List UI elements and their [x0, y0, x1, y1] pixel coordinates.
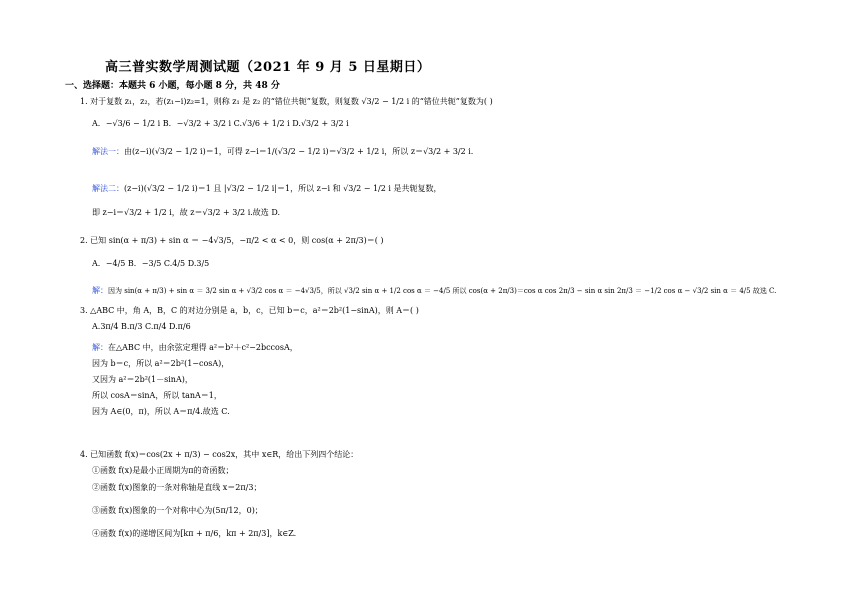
q3-solution-line-3: 又因为 a²＝2b²(1－sinA)， — [92, 375, 193, 384]
page-title: 高三普实数学周测试题（2021 年 9 月 5 日星期日） — [105, 60, 431, 75]
q2-stem: 2. 已知 sin(α + π/3) + sin α ＝ −4√3/5，−π/2 < α < 0，则 cos(α + 2π/3)＝( ) — [80, 236, 384, 245]
q3-options: A.3π/4 B.π/3 C.π/4 D.π/6 — [92, 322, 191, 331]
q1-sol2-text: (z−i)(√3/2 − 1/2 i)＝1 且 |√3/2 − 1/2 i|＝1，所以 z−i 和 √3/2 − 1/2 i 是共轭复数， — [124, 184, 442, 193]
q2-solution — [92, 285, 776, 296]
q4-item-3: ③函数 f(x)图象的一个对称中心为(5π/12，0)； — [92, 506, 263, 515]
q1-solution-2-end: 即 z−i＝√3/2 + 1/2 i，故 z＝√3/2 + 3/2 i.故选 D. — [92, 208, 281, 217]
q1-options: A．−√3/6 − 1/2 i B．−√3/2 + 3/2 i C.√3/6 + 1/2 i D.√3/2 + 3/2 i — [92, 119, 349, 128]
q1-sol1-label: 解法一： — [92, 147, 124, 156]
q1-solution-2 — [92, 183, 441, 194]
q1-sol1-text: 由(z−i)(√3/2 − 1/2 i)＝1，可得 z−i＝1/(√3/2 − 1/2 i)＝√3/2 + 1/2 i，所以 z＝√3/2 + 3/2 i. — [124, 147, 474, 156]
q3-solution-line-2: 因为 b＝c，所以 a²＝2b²(1−cosA)， — [92, 359, 230, 368]
q1-stem: 1. 对于复数 z₁，z₂，若(z₁−i)z₂=1，则称 z₁ 是 z₂ 的“错位共轭”复数，则复数 √3/2 − 1/2 i 的“错位共轭”复数为( ) — [80, 97, 493, 106]
q1-sol2-label: 解法二： — [92, 184, 124, 193]
q4-item-4: ④函数 f(x)的递增区间为[kπ + π/6，kπ + 2π/3]，k∈Z. — [92, 529, 297, 538]
q3-stem: 3. △ABC 中，角 A，B，C 的对边分别是 a，b，c，已知 b＝c，a²＝2b²(1−sinA)，则 A＝( ) — [80, 306, 419, 315]
q2-sol-label: 解： — [92, 286, 108, 295]
q3-sol-label: 解： — [92, 343, 108, 352]
q3-solution-line-1 — [92, 342, 298, 353]
q3-solution-line-5: 因为 A∈(0，π)，所以 A＝π/4.故选 C. — [92, 407, 230, 416]
section-heading: 一、选择题：本题共 6 小题，每小题 8 分，共 48 分 — [65, 81, 280, 91]
q2-options: A．−4/5 B．−3/5 C.4/5 D.3/5 — [92, 259, 210, 268]
q3-solution-line-4: 所以 cosA＝sinA，所以 tanA＝1， — [92, 391, 222, 400]
q4-item-2: ②函数 f(x)图象的一条对称轴是直线 x＝2π/3； — [92, 483, 262, 492]
q3-sol-text-1: 在△ABC 中，由余弦定理得 a²＝b²＋c²−2bccosA， — [108, 343, 298, 352]
q4-stem: 4. 已知函数 f(x)＝cos(2x + π/3) − cos2x，其中 x∈R，给出下列四个结论： — [80, 450, 359, 459]
q4-item-1: ①函数 f(x)是最小正周期为π的奇函数； — [92, 466, 234, 475]
q1-solution-1 — [92, 146, 473, 157]
q2-sol-text: 因为 sin(α + π/3) + sin α ＝ 3/2 sin α + √3/2 cos α ＝ −4√3/5，所以 √3/2 sin α + 1/2 cos α ＝ −4/5 所以 cos(α + 2π/3)＝cos α cos 2π/3 − sin α sin 2π/3 ＝ −1/2 cos α − √3/2 sin α ＝ 4/5 故选 C. — [108, 287, 777, 295]
